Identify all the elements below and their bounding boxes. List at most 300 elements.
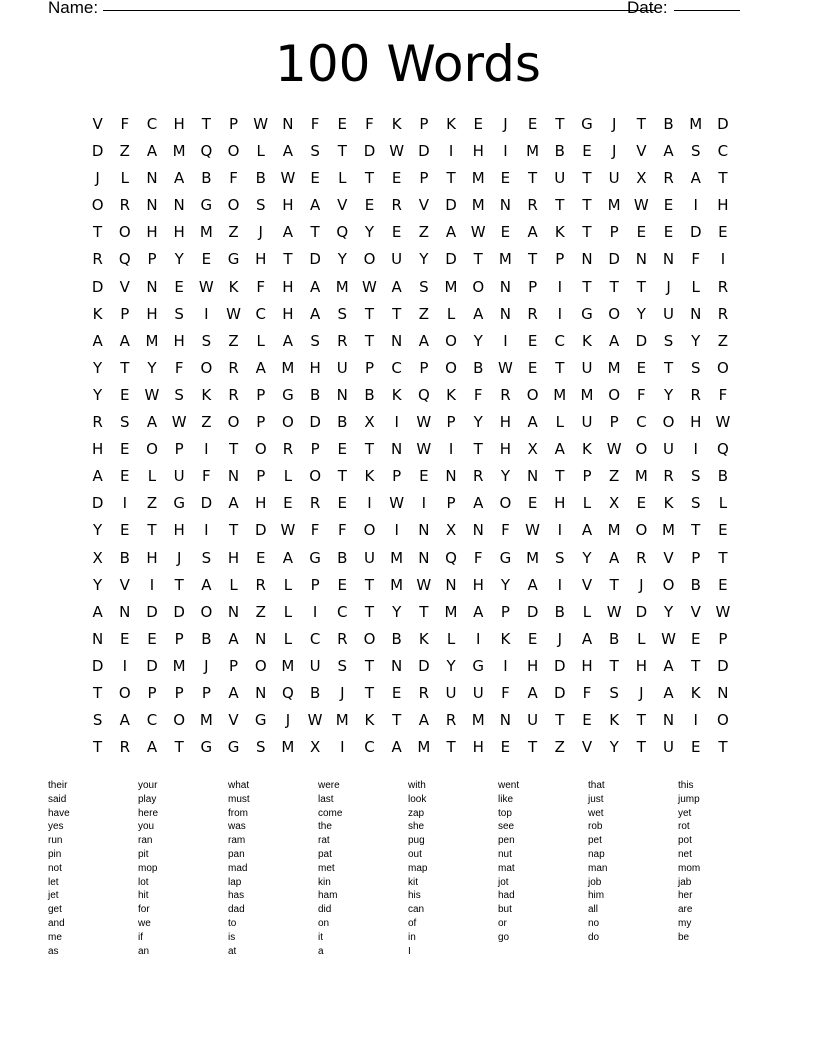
grid-letter: U (581, 413, 593, 432)
word-bank-item: dad (228, 904, 245, 916)
grid-letter: C (636, 413, 647, 432)
grid-letter: R (255, 575, 266, 594)
word-bank-item: just (588, 793, 604, 805)
grid-letter: U (581, 358, 593, 377)
grid-letter: X (445, 521, 457, 540)
grid-letter: R (445, 711, 457, 730)
word-bank-item: zap (408, 807, 425, 819)
grid-letter: D (689, 223, 702, 242)
grid-letter: N (662, 711, 675, 730)
grid-letter: S (663, 331, 674, 350)
word-bank-item: are (678, 904, 693, 916)
grid-letter: T (663, 358, 674, 377)
grid-letter: I (421, 494, 427, 513)
grid-letter: M (335, 277, 349, 296)
grid-letter: T (528, 169, 538, 188)
word-bank-item: had (498, 890, 515, 902)
name-label: Name: (48, 0, 99, 17)
grid-letter: T (609, 656, 619, 675)
grid-letter: D (635, 602, 648, 621)
grid-letter: A (174, 169, 185, 188)
grid-letter: L (691, 277, 700, 296)
grid-letter: R (500, 385, 511, 404)
grid-letter: Q (717, 440, 729, 459)
word-bank-item: from (228, 807, 248, 819)
grid-letter: O (363, 521, 376, 540)
grid-letter: W (362, 277, 377, 296)
grid-letter: H (499, 413, 512, 432)
grid-letter: L (555, 413, 564, 432)
grid-letter: W (389, 142, 405, 161)
grid-letter: T (636, 115, 646, 133)
grid-letter: N (391, 331, 403, 350)
grid-letter: A (309, 304, 321, 323)
grid-letter: N (227, 467, 240, 486)
grid-letter: Q (336, 223, 349, 242)
grid-letter: Y (93, 385, 103, 404)
grid-letter: P (201, 683, 211, 702)
grid-letter: O (526, 385, 539, 404)
grid-letter: Y (663, 602, 674, 621)
word-bank-item: went (498, 780, 520, 791)
word-bank-item: must (228, 793, 250, 805)
grid-letter: W (389, 494, 405, 513)
grid-letter: I (204, 521, 209, 540)
word-bank-item: him (588, 890, 605, 902)
grid-letter: X (309, 738, 321, 757)
grid-letter: F (202, 467, 211, 486)
grid-letter: O (200, 602, 213, 621)
grid-letter: G (200, 196, 213, 215)
grid-letter: O (118, 223, 131, 242)
grid-letter: R (663, 169, 674, 188)
word-bank-item: pen (498, 835, 515, 847)
word-bank (48, 779, 768, 958)
grid-letter: T (555, 115, 565, 133)
grid-letter: X (609, 494, 620, 513)
grid-letter: T (582, 169, 592, 188)
grid-letter: T (364, 575, 375, 594)
grid-letter: N (499, 277, 512, 296)
grid-letter: F (310, 521, 320, 540)
grid-letter: F (256, 277, 266, 296)
grid-letter: S (174, 385, 184, 404)
grid-letter: Y (419, 250, 429, 269)
word-bank-item: we (138, 917, 151, 929)
grid-letter: R (309, 494, 321, 513)
grid-letter: E (391, 223, 402, 242)
grid-letter: H (173, 331, 185, 350)
grid-letter: A (228, 683, 239, 702)
grid-letter: H (91, 440, 104, 459)
grid-letter: C (255, 304, 266, 323)
grid-letter: N (146, 169, 158, 188)
grid-letter: V (92, 115, 103, 133)
grid-letter: I (340, 738, 345, 757)
grid-letter: G (200, 738, 213, 757)
grid-letter: B (663, 115, 674, 133)
word-bank-item: jot (498, 876, 509, 888)
grid-letter: T (473, 440, 483, 459)
grid-letter: C (554, 331, 566, 350)
grid-letter: E (636, 223, 647, 242)
grid-letter: V (119, 575, 130, 594)
grid-letter: S (337, 304, 348, 323)
word-bank-item: see (498, 821, 515, 833)
grid-letter: T (528, 738, 538, 757)
grid-letter: O (227, 196, 240, 215)
grid-letter: T (364, 656, 375, 675)
word-bank-item: pit (138, 848, 149, 860)
grid-letter: S (337, 656, 348, 675)
grid-letter: D (254, 521, 267, 540)
grid-letter: J (176, 548, 182, 567)
grid-letter: T (364, 169, 375, 188)
grid-letter: K (500, 629, 511, 648)
grid-letter: H (554, 494, 566, 513)
grid-letter: T (337, 142, 347, 161)
grid-letter: E (147, 629, 157, 648)
grid-letter: O (662, 575, 675, 594)
grid-letter: V (690, 602, 701, 621)
grid-letter: D (445, 250, 457, 269)
grid-letter: U (663, 738, 675, 757)
grid-letter: J (611, 142, 617, 161)
grid-letter: T (93, 683, 103, 702)
word-bank-item: their (48, 780, 68, 791)
word-bank-item: or (498, 917, 507, 929)
grid-letter: M (526, 548, 540, 567)
grid-letter: H (581, 656, 593, 675)
word-bank-item: out (408, 848, 422, 860)
word-bank-item: for (138, 904, 150, 916)
word-bank-item: mom (678, 862, 701, 874)
grid-letter: Y (473, 331, 483, 350)
grid-letter: M (145, 331, 159, 350)
grid-letter: I (448, 440, 454, 459)
grid-letter: K (201, 385, 212, 404)
grid-letter: A (146, 142, 158, 161)
grid-letter: O (146, 440, 158, 459)
grid-letter: E (473, 115, 483, 133)
page-title: 100 Words (275, 35, 541, 93)
grid-letter: O (635, 521, 648, 540)
word-bank-item: yes (48, 821, 64, 833)
grid-letter: O (118, 683, 131, 702)
word-bank-item: her (678, 890, 693, 902)
grid-letter: D (635, 331, 648, 350)
grid-letter: K (554, 223, 565, 242)
grid-letter: M (471, 711, 485, 730)
grid-letter: A (418, 711, 429, 730)
word-bank-item: be (678, 931, 690, 943)
grid-letter: P (419, 169, 429, 188)
grid-letter: B (609, 629, 620, 648)
grid-letter: H (499, 440, 512, 459)
grid-letter: A (309, 196, 321, 215)
grid-letter: A (228, 629, 239, 648)
grid-letter: A (282, 223, 294, 242)
grid-letter: R (473, 467, 484, 486)
grid-letter: T (364, 331, 375, 350)
grid-letter: Z (418, 223, 429, 242)
grid-letter: T (446, 169, 456, 188)
word-bank-item: look (408, 793, 427, 805)
grid-letter: K (609, 711, 620, 730)
grid-letter: Y (174, 250, 184, 269)
word-bank-item: this (678, 780, 694, 791)
grid-letter: F (120, 115, 130, 133)
grid-letter: L (283, 575, 293, 594)
grid-letter: G (254, 711, 267, 730)
grid-letter: U (363, 548, 375, 567)
grid-letter: T (555, 711, 565, 730)
grid-letter: D (91, 656, 104, 675)
grid-letter: W (606, 440, 622, 459)
grid-letter: O (363, 629, 376, 648)
grid-letter: A (146, 738, 158, 757)
grid-letter: A (663, 656, 674, 675)
grid-letter: O (91, 196, 104, 215)
grid-letter: D (146, 602, 158, 621)
grid-letter: T (446, 738, 456, 757)
grid-letter: U (173, 467, 185, 486)
grid-letter: D (526, 602, 539, 621)
grid-letter: U (527, 711, 539, 730)
grid-letter: D (309, 413, 321, 432)
grid-letter: T (555, 196, 565, 215)
grid-letter: E (527, 629, 538, 648)
grid-letter: A (92, 602, 103, 621)
grid-letter: O (635, 440, 648, 459)
grid-letter: G (472, 656, 485, 675)
grid-letter: N (255, 629, 267, 648)
grid-letter: F (174, 358, 184, 377)
grid-letter: R (92, 413, 103, 432)
grid-letter: P (691, 548, 701, 567)
grid-letter: C (717, 142, 729, 161)
grid-letter: T (283, 250, 293, 269)
grid-letter: I (693, 711, 698, 730)
grid-letter: P (419, 115, 429, 133)
grid-letter: N (119, 602, 131, 621)
grid-letter: I (149, 575, 155, 594)
grid-letter: E (582, 142, 592, 161)
grid-letter: T (201, 115, 211, 133)
grid-letter: R (337, 331, 348, 350)
word-bank-item: were (318, 780, 340, 791)
grid-letter: W (715, 413, 731, 432)
grid-letter: E (500, 223, 511, 242)
grid-letter: P (310, 440, 320, 459)
word-bank-item: job (588, 876, 602, 888)
grid-letter: T (718, 169, 728, 188)
grid-letter: P (500, 602, 510, 621)
grid-letter: M (199, 223, 213, 242)
grid-letter: R (636, 548, 647, 567)
grid-letter: T (609, 277, 619, 296)
word-bank-item: have (48, 807, 70, 819)
grid-letter: H (255, 250, 267, 269)
word-bank-item: all (588, 904, 599, 916)
word-bank-item: man (588, 862, 608, 874)
grid-letter: T (691, 521, 701, 540)
grid-letter: N (91, 629, 104, 648)
grid-letter: E (283, 494, 293, 513)
grid-letter: P (174, 629, 184, 648)
grid-letter: L (446, 629, 456, 648)
grid-letter: I (693, 196, 698, 215)
grid-letter: N (717, 683, 729, 702)
word-bank-item: pat (318, 848, 332, 860)
grid-letter: G (227, 738, 240, 757)
grid-letter: W (606, 602, 622, 621)
grid-letter: T (473, 250, 483, 269)
grid-letter: P (229, 656, 239, 675)
grid-letter: E (718, 521, 728, 540)
grid-letter: K (92, 304, 103, 323)
grid-letter: H (472, 738, 484, 757)
grid-letter: C (146, 115, 158, 133)
grid-letter: L (446, 304, 456, 323)
grid-letter: D (717, 115, 729, 133)
grid-letter: T (555, 358, 565, 377)
grid-letter: I (204, 304, 209, 323)
grid-letter: R (282, 440, 294, 459)
grid-letter: G (581, 304, 593, 323)
grid-letter: C (364, 738, 375, 757)
grid-letter: W (633, 196, 649, 215)
grid-letter: A (418, 331, 429, 350)
grid-letter: W (226, 304, 241, 323)
grid-letter: S (419, 277, 429, 296)
grid-letter: Z (717, 331, 729, 350)
grid-letter: W (144, 385, 160, 404)
grid-letter: R (663, 467, 674, 486)
grid-letter: M (172, 656, 186, 675)
grid-letter: Y (93, 575, 103, 594)
grid-letter: S (690, 494, 701, 513)
word-bank-item: ran (138, 835, 153, 847)
grid-letter: I (394, 521, 399, 540)
grid-letter: T (364, 304, 375, 323)
grid-letter: E (337, 115, 348, 133)
grid-letter: K (364, 711, 375, 730)
grid-letter: T (718, 738, 728, 757)
grid-letter: O (254, 440, 267, 459)
grid-letter: R (337, 629, 348, 648)
grid-letter: I (557, 575, 562, 594)
grid-letter: P (528, 277, 538, 296)
word-bank-item: but (498, 904, 512, 916)
grid-letter: A (445, 223, 457, 242)
grid-letter: P (419, 358, 429, 377)
word-bank-item: let (48, 876, 59, 888)
grid-letter: T (691, 656, 701, 675)
grid-letter: R (228, 385, 239, 404)
grid-letter: V (581, 575, 593, 594)
grid-letter: A (309, 277, 321, 296)
grid-letter: I (394, 413, 399, 432)
grid-letter: I (204, 440, 209, 459)
word-bank-item: my (678, 917, 692, 929)
word-bank-item: you (138, 821, 155, 833)
word-bank-item: jump (678, 793, 700, 805)
grid-letter: A (92, 467, 103, 486)
grid-letter: M (580, 385, 594, 404)
grid-letter: M (417, 738, 431, 757)
grid-letter: S (255, 738, 266, 757)
grid-letter: M (471, 196, 485, 215)
grid-letter: A (282, 548, 294, 567)
grid-letter: Y (364, 223, 375, 242)
grid-letter: B (554, 602, 565, 621)
grid-letter: N (635, 250, 647, 269)
grid-letter: M (281, 656, 295, 675)
grid-letter: Y (636, 304, 646, 323)
grid-letter: O (200, 358, 213, 377)
grid-letter: I (503, 142, 508, 161)
grid-letter: E (364, 196, 375, 215)
grid-letter: L (283, 602, 293, 621)
grid-letter: R (391, 196, 402, 215)
grid-letter: I (367, 494, 372, 513)
grid-letter: K (582, 440, 592, 459)
grid-letter: L (256, 142, 265, 161)
grid-letter: Z (609, 467, 620, 486)
grid-letter: I (503, 331, 508, 350)
grid-letter: E (582, 711, 592, 730)
grid-letter: E (663, 223, 674, 242)
name-blank-line (103, 10, 656, 11)
grid-letter: Y (93, 358, 103, 377)
grid-letter: A (282, 142, 294, 161)
grid-letter: J (666, 277, 671, 296)
grid-letter: E (255, 548, 266, 567)
word-bank-item: me (48, 931, 62, 943)
grid-letter: L (283, 629, 293, 648)
word-bank-item: a (318, 945, 324, 957)
grid-letter: M (662, 521, 675, 540)
word-bank-item: that (588, 780, 605, 791)
word-bank-item: yet (678, 807, 692, 819)
grid-letter: W (416, 413, 432, 432)
grid-letter: U (554, 169, 566, 188)
grid-letter: A (146, 413, 158, 432)
grid-letter: I (503, 656, 508, 675)
grid-letter: F (365, 115, 374, 133)
grid-letter: M (281, 358, 295, 377)
grid-letter: E (690, 629, 701, 648)
grid-letter: O (472, 277, 485, 296)
grid-letter: M (199, 711, 213, 730)
grid-letter: A (609, 548, 620, 567)
grid-letter: X (527, 440, 538, 459)
grid-letter: F (229, 169, 238, 188)
grid-letter: A (282, 331, 294, 350)
grid-letter: H (635, 656, 647, 675)
grid-letter: N (445, 467, 457, 486)
grid-letter: A (690, 169, 701, 188)
grid-letter: J (639, 575, 644, 594)
grid-letter: T (419, 602, 429, 621)
grid-letter: P (609, 413, 619, 432)
grid-letter: A (581, 521, 593, 540)
grid-letter: T (228, 521, 239, 540)
grid-letter: L (147, 467, 157, 486)
word-bank-item: come (318, 807, 343, 819)
grid-letter: H (526, 656, 539, 675)
